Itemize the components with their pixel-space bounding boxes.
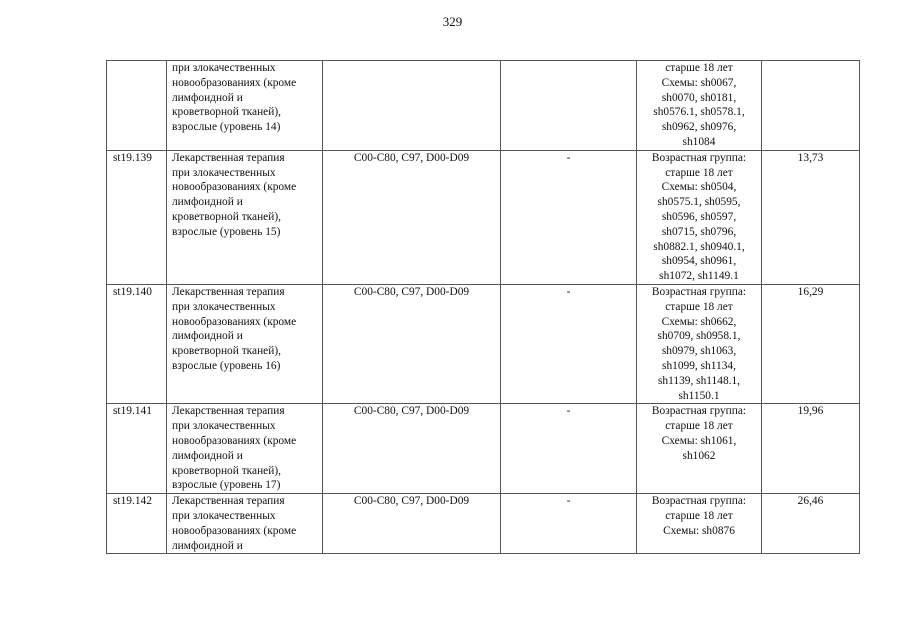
name-cell-line: лимфоидной и bbox=[172, 539, 243, 552]
criteria-cell-line: старше 18 лет bbox=[665, 300, 733, 313]
criteria-cell-line: sh1099, sh1134, bbox=[662, 359, 736, 372]
name-cell-line: Лекарственная терапия bbox=[172, 285, 285, 298]
criteria-cell-line: Возрастная группа: bbox=[651, 151, 747, 164]
icd-codes-cell bbox=[323, 61, 501, 151]
name-cell-line: новообразованиях (кроме bbox=[172, 76, 297, 89]
name-cell-line: Лекарственная терапия bbox=[172, 405, 285, 418]
coefficient-cell: 16,29 bbox=[762, 284, 860, 403]
criteria-cell bbox=[637, 150, 762, 284]
table-row bbox=[107, 150, 860, 284]
code-cell: st19.140 bbox=[107, 284, 167, 403]
criteria-cell-line: Схемы: sh0876 bbox=[663, 524, 735, 537]
name-cell-line: лимфоидной и bbox=[172, 91, 243, 104]
extra-criteria-cell bbox=[501, 61, 637, 151]
name-cell bbox=[167, 284, 323, 403]
icd-codes-cell: C00-C80, C97, D00-D09 bbox=[323, 494, 501, 554]
name-cell-line: Лекарственная терапия bbox=[172, 151, 285, 164]
criteria-cell-line: Схемы: sh0662, bbox=[661, 315, 737, 328]
table-row bbox=[107, 494, 860, 554]
name-cell bbox=[167, 404, 323, 494]
name-cell-line: взрослые (уровень 15) bbox=[172, 225, 281, 238]
name-cell-line: кроветворной тканей), bbox=[172, 106, 281, 119]
criteria-cell-line: sh0070, sh0181, bbox=[661, 91, 737, 104]
name-cell-line: лимфоидной и bbox=[172, 196, 243, 209]
table-row bbox=[107, 404, 860, 494]
criteria-cell bbox=[637, 61, 762, 151]
name-cell-line: взрослые (уровень 14) bbox=[172, 121, 281, 134]
code-cell bbox=[107, 61, 167, 151]
extra-criteria-cell: - bbox=[501, 284, 637, 403]
criteria-cell-line: sh1062 bbox=[682, 449, 716, 462]
table-row-continued bbox=[107, 61, 860, 151]
page-number: 329 bbox=[442, 14, 463, 29]
code-cell: st19.141 bbox=[107, 404, 167, 494]
name-cell-line: новообразованиях (кроме bbox=[172, 315, 297, 328]
coefficient-cell: 19,96 bbox=[762, 404, 860, 494]
code-cell: st19.139 bbox=[107, 150, 167, 284]
name-cell-line: кроветворной тканей), bbox=[172, 345, 281, 358]
name-cell-line: новообразованиях (кроме bbox=[172, 181, 297, 194]
extra-criteria-cell: - bbox=[501, 404, 637, 494]
name-cell-line: лимфоидной и bbox=[172, 449, 243, 462]
criteria-cell-line: Возрастная группа: bbox=[651, 285, 747, 298]
criteria-cell bbox=[637, 404, 762, 494]
criteria-cell-line: sh1150.1 bbox=[678, 389, 720, 402]
criteria-cell-line: старше 18 лет bbox=[665, 420, 733, 433]
icd-codes-cell: C00-C80, C97, D00-D09 bbox=[323, 404, 501, 494]
name-cell bbox=[167, 150, 323, 284]
icd-codes-cell: C00-C80, C97, D00-D09 bbox=[323, 150, 501, 284]
criteria-cell-line: старше 18 лет bbox=[665, 509, 733, 522]
criteria-cell-line: старше 18 лет bbox=[665, 62, 733, 74]
criteria-cell-line: Схемы: sh0067, bbox=[661, 76, 737, 89]
criteria-cell-line: sh0954, sh0961, bbox=[661, 255, 737, 268]
criteria-cell-line: Возрастная группа: bbox=[651, 405, 747, 418]
extra-criteria-cell: - bbox=[501, 150, 637, 284]
criteria-cell-line: sh1139, sh1148.1, bbox=[657, 374, 741, 387]
table-row bbox=[107, 284, 860, 403]
name-cell-line: при злокачественных bbox=[172, 166, 276, 179]
name-cell-line: взрослые (уровень 17) bbox=[172, 479, 281, 492]
criteria-cell-line: sh0709, sh0958.1, bbox=[657, 330, 741, 343]
name-cell-line: кроветворной тканей), bbox=[172, 464, 281, 477]
criteria-cell-line: sh0882.1, sh0940.1, bbox=[653, 240, 745, 253]
criteria-cell-line: sh0979, sh1063, bbox=[661, 345, 737, 358]
name-cell-line: при злокачественных bbox=[172, 420, 276, 433]
coefficient-cell: 26,46 bbox=[762, 494, 860, 554]
criteria-cell-line: старше 18 лет bbox=[665, 166, 733, 179]
name-cell-line: новообразованиях (кроме bbox=[172, 434, 297, 447]
code-cell: st19.142 bbox=[107, 494, 167, 554]
criteria-cell bbox=[637, 284, 762, 403]
name-cell bbox=[167, 61, 323, 151]
criteria-cell-line: sh0575.1, sh0595, bbox=[657, 196, 741, 209]
name-cell bbox=[167, 494, 323, 554]
name-cell-line: кроветворной тканей), bbox=[172, 210, 281, 223]
criteria-cell-line: sh1072, sh1149.1 bbox=[659, 270, 739, 283]
criteria-cell-line: Возрастная группа: bbox=[651, 495, 747, 508]
icd-codes-cell: C00-C80, C97, D00-D09 bbox=[323, 284, 501, 403]
name-cell-line: при злокачественных bbox=[172, 62, 276, 74]
name-cell-line: взрослые (уровень 16) bbox=[172, 359, 281, 372]
name-cell-line: при злокачественных bbox=[172, 509, 276, 522]
criteria-cell-line: Схемы: sh1061, bbox=[661, 434, 737, 447]
name-cell-line: лимфоидной и bbox=[172, 330, 243, 343]
criteria-cell-line: sh0962, sh0976, bbox=[661, 121, 737, 134]
criteria-cell-line: sh0576.1, sh0578.1, bbox=[653, 106, 745, 119]
criteria-cell-line: sh1084 bbox=[682, 135, 716, 148]
criteria-cell-line: sh0715, sh0796, bbox=[661, 225, 737, 238]
name-cell-line: при злокачественных bbox=[172, 300, 276, 313]
name-cell-line: Лекарственная терапия bbox=[172, 495, 285, 508]
coefficient-cell: 13,73 bbox=[762, 150, 860, 284]
extra-criteria-cell: - bbox=[501, 494, 637, 554]
coefficient-cell bbox=[762, 61, 860, 151]
criteria-cell bbox=[637, 494, 762, 554]
criteria-cell-line: sh0596, sh0597, bbox=[661, 210, 737, 223]
tariff-table bbox=[106, 60, 860, 554]
name-cell-line: новообразованиях (кроме bbox=[172, 524, 297, 537]
criteria-cell-line: Схемы: sh0504, bbox=[661, 181, 737, 194]
